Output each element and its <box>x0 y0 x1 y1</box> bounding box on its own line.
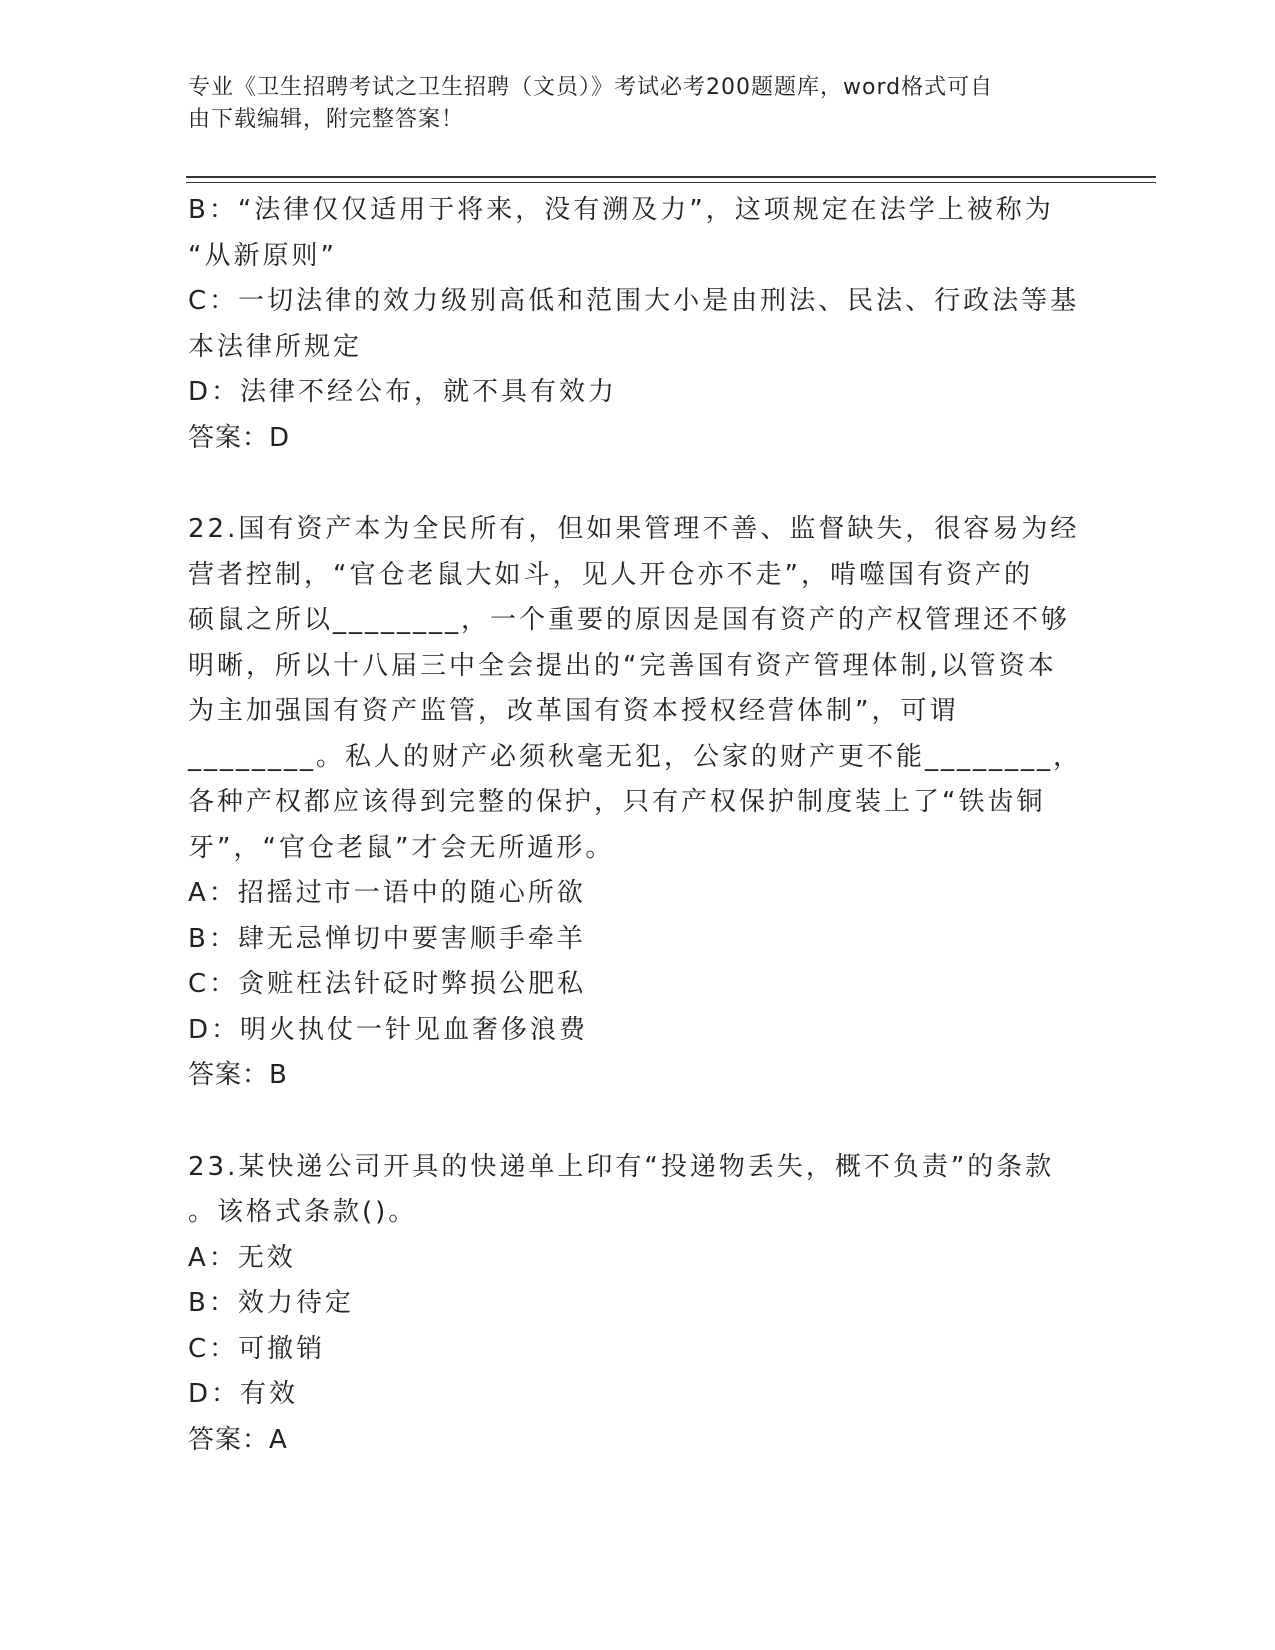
question-22-line: 各种产权都应该得到完整的保护，只有产权保护制度装上了“铁齿铜 <box>188 787 1046 817</box>
question-22-line: ________。私人的财产必须秋毫无犯，公家的财产更不能________， <box>188 741 1083 772</box>
question-22-line: 为主加强国有资产监管，改革国有资本授权经营体制”，可谓 <box>188 696 959 726</box>
question-spacer <box>188 1099 1078 1145</box>
question-21-line: C：一切法律的效力级别高低和范围大小是由刑法、民法、行政法等基 <box>188 286 1080 316</box>
question-22-answer: 答案：B <box>188 1060 288 1090</box>
question-22-block <box>188 507 1083 1099</box>
header-line-2: 由下载编辑，附完整答案！ <box>188 107 465 132</box>
question-22-option-c: C：贪赃枉法针砭时弊损公肥私 <box>188 969 587 999</box>
document-header <box>188 72 1068 136</box>
question-23-option-a: A：无效 <box>188 1242 296 1273</box>
question-22-line: 明晰，所以十八届三中全会提出的“完善国有资产管理体制,以管资本 <box>188 650 1057 681</box>
question-23-answer: 答案：A <box>188 1424 288 1455</box>
document-body <box>188 188 1083 1463</box>
header-divider <box>186 176 1156 178</box>
question-23-option-d: D：有效 <box>188 1379 299 1409</box>
question-23-line: 。该格式条款()。 <box>188 1197 418 1227</box>
question-22-line: 硕鼠之所以________，一个重要的原因是国有资产的产权管理还不够 <box>188 605 1071 635</box>
question-spacer <box>188 461 1078 507</box>
question-22-line: 牙”，“官仓老鼠”才会无所遁形。 <box>188 832 615 863</box>
question-23-line: 23.某快递公司开具的快递单上印有“投递物丢失，概不负责”的条款 <box>188 1151 1055 1182</box>
question-22-option-a: A：招摇过市一语中的随心所欲 <box>188 878 586 908</box>
question-21-line: “从新原则” <box>188 240 337 271</box>
question-22-option-d: D：明火执仗一针见血奢侈浪费 <box>188 1014 589 1045</box>
header-divider-thin <box>186 182 1156 183</box>
question-21-line: 本法律所规定 <box>188 331 363 362</box>
question-21-block <box>188 188 1078 461</box>
question-23-block <box>188 1145 1078 1464</box>
question-22-option-b: B：肆无忌惮切中要害顺手牵羊 <box>188 923 586 954</box>
question-22-line: 营者控制，“官仓老鼠大如斗，见人开仓亦不走”，啃噬国有资产的 <box>188 559 1033 590</box>
question-22-line: 22.国有资产本为全民所有，但如果管理不善、监督缺失，很容易为经 <box>188 514 1080 544</box>
question-23-option-b: B：效力待定 <box>188 1288 354 1318</box>
header-line-1: 专业《卫生招聘考试之卫生招聘（文员）》考试必考200题题库，word格式可自 <box>188 75 994 100</box>
question-21-line: B：“法律仅仅适用于将来，没有溯及力”，这项规定在法学上被称为 <box>188 195 1054 225</box>
question-23-option-c: C：可撤销 <box>188 1333 326 1364</box>
question-21-answer: 答案：D <box>188 422 291 453</box>
question-21-line: D：法律不经公布，就不具有效力 <box>188 377 618 407</box>
